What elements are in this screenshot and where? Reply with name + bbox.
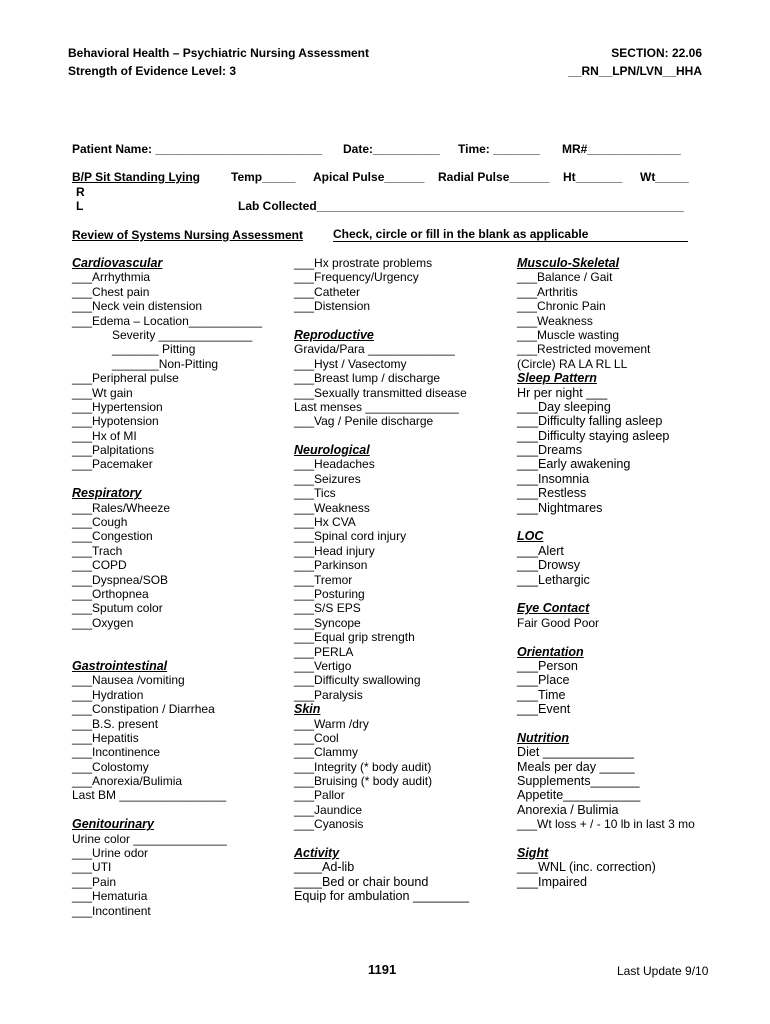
checklist-item[interactable]: ___B.S. present xyxy=(72,716,159,731)
spacer xyxy=(72,630,302,644)
checklist-item[interactable]: ___PERLA xyxy=(294,644,354,659)
checklist-item[interactable]: ___Edema – Location___________ xyxy=(72,313,263,328)
checklist-item[interactable]: ___WNL (inc. correction) xyxy=(517,860,656,875)
checklist-item[interactable]: ___UTI xyxy=(72,860,112,875)
section-heading: Orientation xyxy=(517,644,584,659)
column-right xyxy=(517,256,757,889)
checklist-item[interactable]: ___Sputum color xyxy=(72,601,163,616)
checklist-item[interactable]: ___Arrhythmia xyxy=(72,270,151,285)
evidence-level: Strength of Evidence Level: 3 xyxy=(68,64,237,78)
checklist-item[interactable]: ___Hx CVA xyxy=(294,515,356,530)
checklist-item[interactable]: ___Difficulty swallowing xyxy=(294,673,421,688)
checklist-item[interactable]: ___Peripheral pulse xyxy=(72,371,179,386)
spacer xyxy=(517,630,757,644)
checklist-item[interactable]: ___Dyspnea/SOB xyxy=(72,572,169,587)
section-heading: Genitourinary xyxy=(72,817,154,832)
checklist-item[interactable]: Last menses ______________ xyxy=(294,399,459,414)
checklist-item[interactable]: ___Nightmares xyxy=(517,500,603,515)
checklist-item[interactable]: Meals per day _____ xyxy=(517,759,635,774)
checklist-item[interactable]: ___Weakness xyxy=(294,500,370,515)
checklist-item[interactable]: ___Urine odor xyxy=(72,846,149,861)
checklist-item[interactable]: ___Colostomy xyxy=(72,759,149,774)
spacer xyxy=(517,587,757,601)
checklist-item[interactable]: ___Clammy xyxy=(294,745,359,760)
section-heading: Sleep Pattern xyxy=(517,371,597,386)
checklist-item[interactable]: ___Trach xyxy=(72,543,123,558)
checklist-item[interactable]: Supplements_______ xyxy=(517,774,640,789)
checklist-item[interactable]: ___Syncope xyxy=(294,615,361,630)
checklist-item[interactable]: ___Weakness xyxy=(517,313,593,328)
bp-left-label: L xyxy=(76,199,84,213)
checklist-item[interactable]: ___Congestion xyxy=(72,529,153,544)
apical-pulse-field[interactable]: Apical Pulse______ xyxy=(313,170,425,184)
section-heading: Activity xyxy=(294,846,340,861)
checklist-item[interactable]: ___Hepatitis xyxy=(72,730,139,745)
checklist-item[interactable]: Urine color ______________ xyxy=(72,831,227,846)
bp-position-field[interactable]: B/P Sit Standing Lying xyxy=(72,170,201,184)
checklist-item[interactable]: ___Oxygen xyxy=(72,615,134,630)
checklist-item[interactable]: ___Pacemaker xyxy=(72,457,153,472)
checklist-item[interactable]: ___Cyanosis xyxy=(294,817,364,832)
checklist-item[interactable]: ___Pallor xyxy=(294,788,345,803)
checklist-item[interactable]: ___Alert xyxy=(517,543,564,558)
checklist-item[interactable]: _______ Pitting xyxy=(112,342,196,357)
checklist-item[interactable]: ___Muscle wasting xyxy=(517,327,620,342)
checklist-item[interactable]: ___S/S EPS xyxy=(294,601,361,616)
checklist-item[interactable]: ___Spinal cord injury xyxy=(294,529,407,544)
section-heading: Musculo-Skeletal xyxy=(517,256,620,270)
spacer xyxy=(294,314,524,328)
checklist-item[interactable]: Fair Good Poor xyxy=(517,615,600,630)
checklist-item[interactable]: ___Difficulty staying asleep xyxy=(517,428,670,443)
spacer xyxy=(72,803,302,817)
radial-pulse-field[interactable]: Radial Pulse______ xyxy=(438,170,550,184)
checklist-item[interactable]: ___Hx prostrate problems xyxy=(294,256,433,270)
spacer xyxy=(72,645,302,659)
lab-collected-field[interactable]: Lab Collected_______________________________________________________ xyxy=(238,199,684,213)
checklist-item[interactable]: ___Breast lump / discharge xyxy=(294,371,441,386)
height-field[interactable]: Ht_______ xyxy=(563,170,623,184)
review-title: Review of Systems Nursing Assessment xyxy=(72,228,303,242)
checklist-item[interactable]: Gravida/Para _____________ xyxy=(294,342,455,357)
checklist-item[interactable]: ___Wt loss + / - 10 lb in last 3 mo xyxy=(517,817,695,832)
checklist-item[interactable]: ___Chronic Pain xyxy=(517,299,606,314)
checklist-item[interactable]: ___Hypotension xyxy=(72,414,159,429)
checklist-item[interactable]: ___Cough xyxy=(72,515,128,530)
last-update: Last Update 9/10 xyxy=(617,964,709,978)
checklist-item[interactable]: Anorexia / Bulimia xyxy=(517,802,619,817)
checklist-item[interactable]: ___Day sleeping xyxy=(517,399,611,414)
checklist-item[interactable]: ___Posturing xyxy=(294,586,365,601)
checklist-item[interactable]: ___Distension xyxy=(294,299,371,314)
checklist-item[interactable]: ___Place xyxy=(517,673,570,688)
spacer xyxy=(72,472,302,486)
checklist-item[interactable]: ___Orthopnea xyxy=(72,586,149,601)
checklist-item[interactable]: ___Sexually transmitted disease xyxy=(294,385,467,400)
checklist-item[interactable]: ___Insomnia xyxy=(517,471,590,486)
section-heading: Nutrition xyxy=(517,730,570,745)
checklist-item[interactable]: Equip for ambulation ________ xyxy=(294,889,470,904)
checklist-item[interactable]: ___Constipation / Diarrhea xyxy=(72,702,215,717)
checklist-item[interactable]: ___Time xyxy=(517,687,566,702)
temp-field[interactable]: Temp_____ xyxy=(231,170,296,184)
section-heading: Eye Contact xyxy=(517,601,590,616)
section-number: SECTION: 22.06 xyxy=(611,46,702,60)
checklist-item[interactable]: ___Paralysis xyxy=(294,687,363,702)
checklist-item[interactable]: ___Pain xyxy=(72,874,117,889)
checklist-item[interactable]: ___Rales/Wheeze xyxy=(72,500,171,515)
column-left xyxy=(72,256,302,918)
checklist-item[interactable]: Severity ______________ xyxy=(112,327,253,342)
spacer xyxy=(294,832,524,846)
checklist-item[interactable]: ___Frequency/Urgency xyxy=(294,270,419,285)
checklist-item[interactable]: ___Nausea /vomiting xyxy=(72,673,185,688)
checklist-item[interactable]: ___Cool xyxy=(294,730,339,745)
weight-field[interactable]: Wt_____ xyxy=(640,170,689,184)
checklist-item[interactable]: ___Vag / Penile discharge xyxy=(294,414,434,429)
role-checkboxes[interactable]: __RN__LPN/LVN__HHA xyxy=(568,64,702,78)
date-field[interactable]: Date:__________ xyxy=(343,142,440,156)
form-title: Behavioral Health – Psychiatric Nursing Assessment xyxy=(68,46,370,60)
checklist-item[interactable]: ___Parkinson xyxy=(294,558,368,573)
checklist-item[interactable]: ___Catheter xyxy=(294,284,361,299)
checklist-item[interactable]: ___Person xyxy=(517,658,578,673)
checklist-item[interactable]: ___Bruising (* body audit) xyxy=(294,774,433,789)
checklist-item[interactable]: ___Warm /dry xyxy=(294,716,369,731)
checklist-item[interactable]: ___Tremor xyxy=(294,572,353,587)
checklist-item[interactable]: ___Vertigo xyxy=(294,658,352,673)
checklist-item[interactable]: (Circle) RA LA RL LL xyxy=(517,356,628,371)
checklist-item[interactable]: ___Restricted movement xyxy=(517,342,651,357)
checklist-item[interactable]: ___COPD xyxy=(72,558,127,573)
checklist-item[interactable]: Appetite___________ xyxy=(517,788,641,803)
checklist-item[interactable]: _______Non-Pitting xyxy=(112,356,219,371)
spacer xyxy=(517,515,757,529)
page-number: 1191 xyxy=(368,962,397,977)
spacer xyxy=(517,832,757,846)
section-heading: Cardiovascular xyxy=(72,256,163,270)
patient-name-field[interactable]: Patient Name: _________________________ xyxy=(72,142,323,156)
checklist-item[interactable]: ___Incontinence xyxy=(72,745,161,760)
checklist-item[interactable]: ___Event xyxy=(517,702,571,717)
section-heading: Skin xyxy=(294,702,321,717)
checklist-item[interactable]: ___Chest pain xyxy=(72,284,150,299)
checklist-item[interactable]: ___Seizures xyxy=(294,471,361,486)
spacer xyxy=(294,429,524,443)
spacer xyxy=(517,717,757,731)
checklist-item[interactable]: Hr per night ___ xyxy=(517,385,608,400)
checklist-item[interactable]: ___Head injury xyxy=(294,543,375,558)
bp-right-label: R xyxy=(76,185,85,199)
section-heading: Reproductive xyxy=(294,327,374,342)
mrn-field[interactable]: MR#______________ xyxy=(562,142,681,156)
column-middle xyxy=(294,256,524,904)
section-heading: Sight xyxy=(517,846,549,861)
checklist-item[interactable]: ___Early awakening xyxy=(517,457,631,472)
checklist-item[interactable]: Diet _____________ xyxy=(517,745,634,760)
checklist-item[interactable]: ___Balance / Gait xyxy=(517,270,613,285)
checklist-item[interactable]: ___Tics xyxy=(294,486,336,501)
checklist-item[interactable]: ___Integrity (* body audit) xyxy=(294,759,432,774)
checklist-item[interactable]: ___Hydration xyxy=(72,687,144,702)
checklist-item[interactable]: ___Hypertension xyxy=(72,399,163,414)
checklist-item[interactable]: ___Headaches xyxy=(294,457,375,472)
checklist-item[interactable]: ___Hyst / Vasectomy xyxy=(294,356,407,371)
checklist-item[interactable]: Last BM ________________ xyxy=(72,788,227,803)
checklist-item[interactable]: ___Equal grip strength xyxy=(294,630,415,645)
checklist-item[interactable]: ___Wt gain xyxy=(72,385,133,400)
checklist-item[interactable]: ___Impaired xyxy=(517,874,588,889)
checklist-item[interactable]: ___Hx of MI xyxy=(72,428,137,443)
checklist-item[interactable]: ___Dreams xyxy=(517,443,583,458)
section-heading: Neurological xyxy=(294,443,370,458)
checklist-item[interactable]: ___Incontinent xyxy=(72,903,151,918)
section-heading: LOC xyxy=(517,529,544,544)
checklist-item[interactable]: ___Drowsy xyxy=(517,558,580,573)
checklist-item[interactable]: ____Bed or chair bound xyxy=(294,874,429,889)
checklist-item[interactable]: ___Difficulty falling asleep xyxy=(517,414,663,429)
checklist-item[interactable]: ___Arthritis xyxy=(517,284,578,299)
checklist-item[interactable]: ___Anorexia/Bulimia xyxy=(72,774,183,789)
checklist-item[interactable]: ___Hematuria xyxy=(72,889,148,904)
checklist-item[interactable]: ___Restless xyxy=(517,486,587,501)
checklist-item[interactable]: ___Jaundice xyxy=(294,802,363,817)
review-instructions: Check, circle or fill in the blank as applicable xyxy=(333,228,688,242)
checklist-item[interactable]: ____Ad-lib xyxy=(294,860,355,875)
checklist-item[interactable]: ___Lethargic xyxy=(517,572,590,587)
time-field[interactable]: Time: _______ xyxy=(458,142,540,156)
section-heading: Respiratory xyxy=(72,486,142,501)
section-heading: Gastrointestinal xyxy=(72,658,168,673)
checklist-item[interactable]: ___Neck vein distension xyxy=(72,299,203,314)
checklist-item[interactable]: ___Palpitations xyxy=(72,443,155,458)
